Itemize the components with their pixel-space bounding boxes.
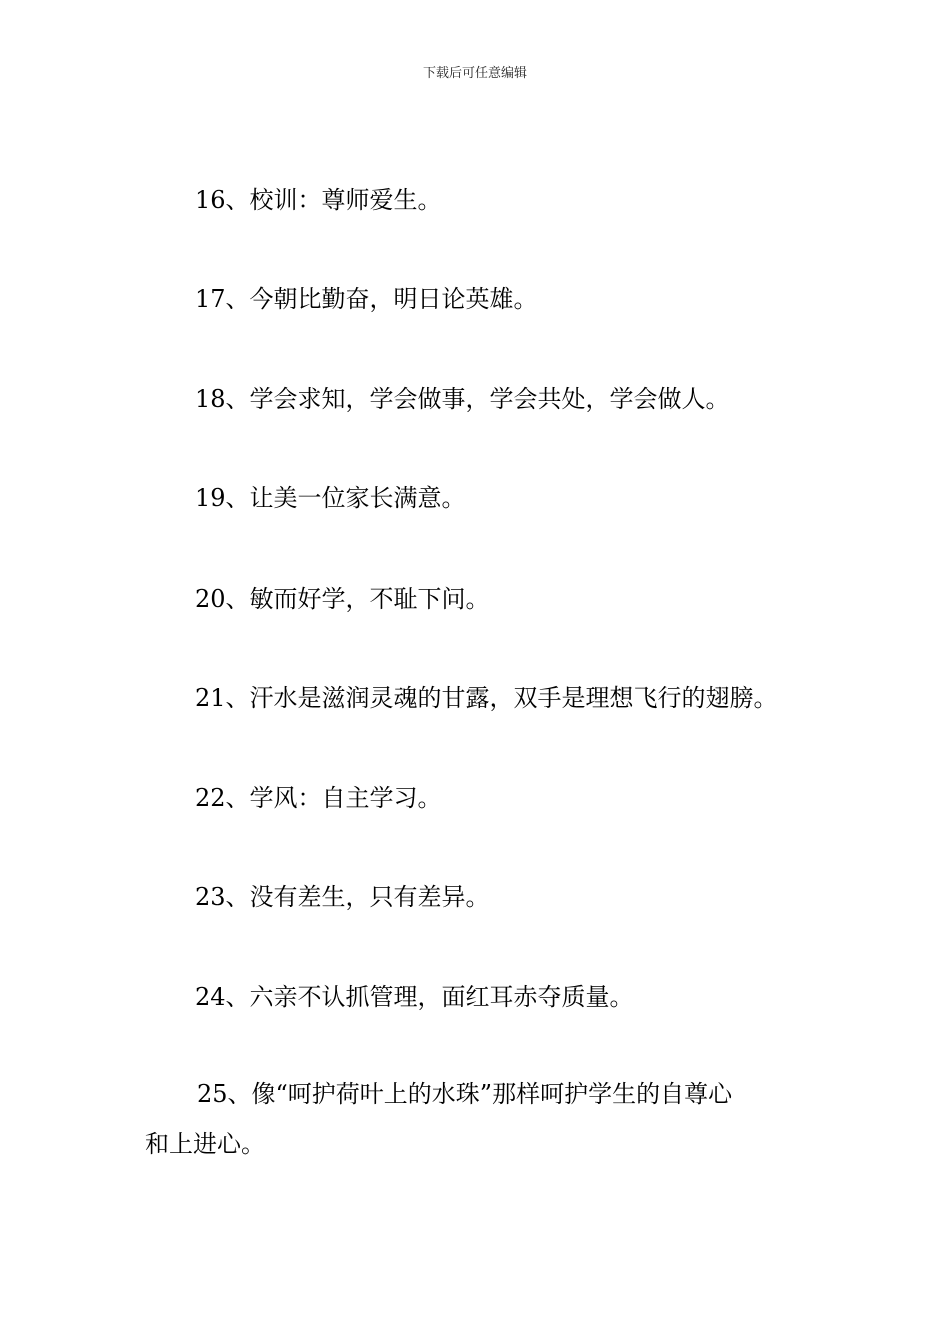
motto-item-20: 20、敏而好学，不耻下问。 [195,585,490,613]
motto-item-19: 19、让美一位家长满意。 [195,484,466,512]
page-header: 下载后可任意编辑 [422,66,527,81]
motto-item-21: 21、汗水是滋润灵魂的甘露，双手是理想飞行的翅膀。 [195,684,778,712]
motto-item-18: 18、学会求知，学会做事，学会共处，学会做人。 [195,385,730,413]
motto-item-25-line-1: 25、像“呵护荷叶上的水珠”那样呵护学生的自尊心 [197,1080,733,1108]
motto-item-16: 16、校训：尊师爱生。 [195,186,442,214]
motto-item-17: 17、今朝比勤奋，明日论英雄。 [195,285,538,313]
motto-item-25-line-2: 和上进心。 [145,1130,265,1158]
motto-item-25 [145,1069,825,1169]
motto-item-23: 23、没有差生，只有差异。 [195,883,490,911]
motto-item-24: 24、六亲不认抓管理，面红耳赤夺质量。 [195,983,634,1011]
motto-item-22: 22、学风：自主学习。 [195,784,442,812]
